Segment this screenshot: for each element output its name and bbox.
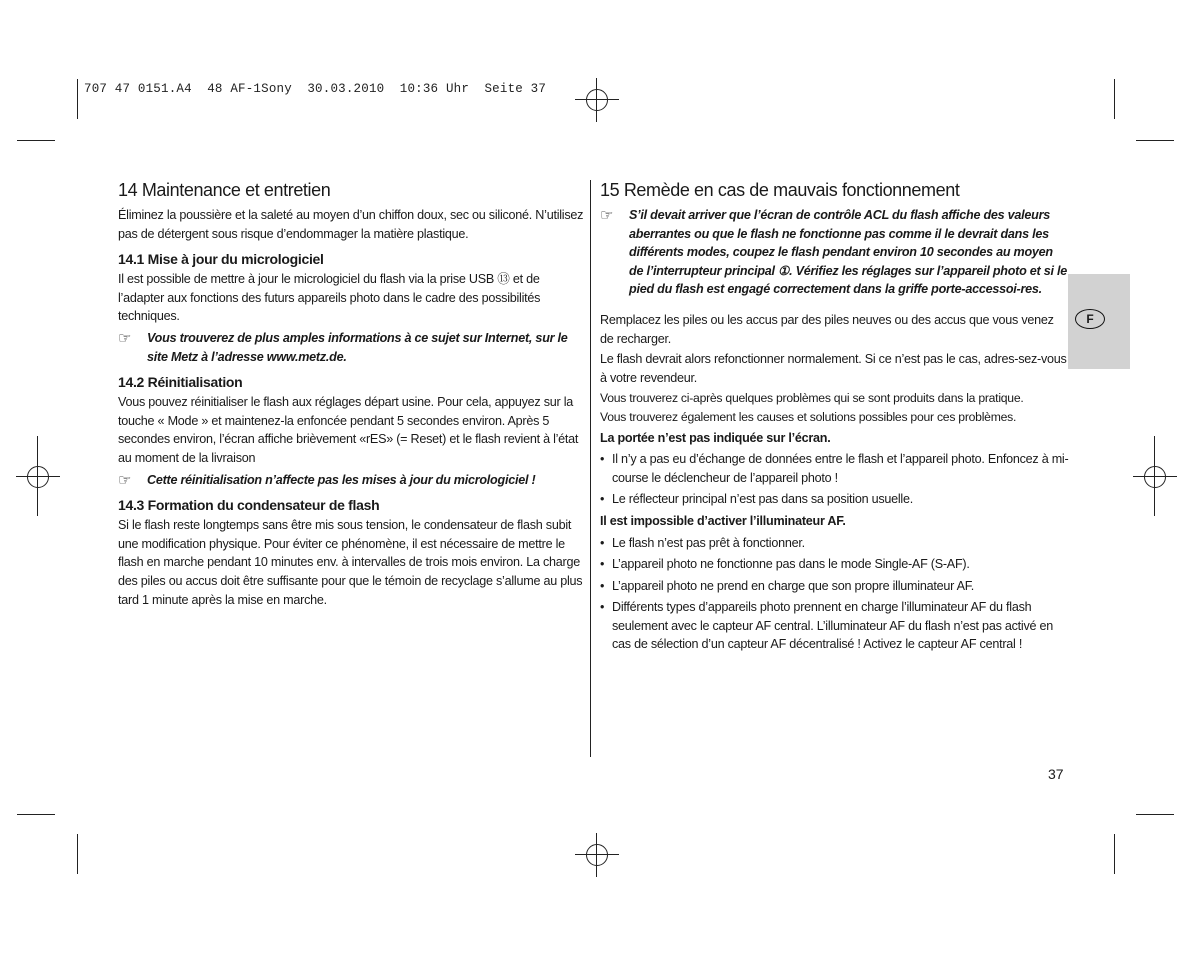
- crop-mark: [77, 79, 78, 119]
- crop-mark: [17, 814, 55, 815]
- firmware-text: Il est possible de mettre à jour le micrologiciel du flash via la prise USB ⑬ et de l’adapter aux fonctions des futurs appareils photo dans le cadre des possibilités techniques.: [118, 272, 541, 324]
- bullet: •: [600, 492, 605, 507]
- registration-mark-left: [16, 455, 60, 499]
- bullet: •: [600, 600, 605, 615]
- print-slug: 707 47 0151.A4 48 AF-1Sony 30.03.2010 10:36 Uhr Seite 37: [84, 82, 547, 96]
- problem-range-list: [600, 450, 1070, 509]
- registration-mark-right: [1133, 455, 1177, 499]
- subsection-title-reset: 14.2 Réinitialisation: [118, 374, 243, 391]
- bullet: •: [600, 557, 605, 572]
- crop-mark: [1114, 834, 1115, 874]
- crop-mark: [77, 834, 78, 874]
- registration-mark-bottom: [575, 833, 619, 877]
- left-column: [118, 178, 588, 611]
- problem-af-heading: Il est impossible d’activer l’illuminateur AF.: [600, 513, 846, 528]
- bullet: •: [600, 578, 605, 593]
- section-title-troubleshooting: 15 Remède en cas de mauvais fonctionnement: [600, 180, 960, 200]
- firmware-note-text: Vous trouverez de plus amples informations à ce sujet sur Internet, sur le site Metz à l’adresse www.metz.de.: [147, 330, 568, 364]
- crop-mark: [1114, 79, 1115, 119]
- list-item: • Le flash n’est pas prêt à fonctionner.: [600, 534, 1070, 553]
- subsection-title-capacitor: 14.3 Formation du condensateur de flash: [118, 497, 380, 514]
- firmware-note: [118, 329, 588, 366]
- pointing-hand-icon: ☞: [600, 207, 614, 224]
- bullet: •: [600, 535, 605, 550]
- problems-intro: Vous trouverez ci-après quelques problèmes qui se sont produits dans la pratique.: [600, 391, 1024, 406]
- right-column: [600, 178, 1070, 657]
- column-divider: [590, 180, 591, 757]
- page-number: 37: [1048, 766, 1064, 782]
- troubleshooting-note-text: S’il devait arriver que l’écran de contrôle ACL du flash affiche des valeurs aberrantes ou que le flash ne fonctionne pas comme il le devrait dans les différents modes, coupez le flash pendant environ 10 secondes au moyen de l’interrupteur principal ①. Vérifiez les réglages sur l’appareil photo et si le pied du flash est engagé correctement dans la griffe porte-accessoi-res.: [629, 208, 1067, 297]
- subsection-title-firmware: 14.1 Mise à jour du micrologiciel: [118, 251, 324, 268]
- list-item: • Différents types d’appareils photo prennent en charge l’illuminateur AF du flash seulement avec le capteur AF central. L’illuminateur AF du flash n’est pas activé en cas de sélection d’un capteur AF décentralisé ! Activez le capteur AF central !: [600, 598, 1070, 654]
- troubleshooting-note: [600, 206, 1070, 299]
- language-tab: [1068, 274, 1130, 369]
- crop-mark: [17, 140, 55, 141]
- list-item: • Il n’y a pas eu d’échange de données entre le flash et l’appareil photo. Enfoncez à mi-course le déclencheur de l’appareil photo !: [600, 450, 1070, 487]
- reset-note: [118, 471, 588, 490]
- list-item: • Le réflecteur principal n’est pas dans sa position usuelle.: [600, 490, 1070, 509]
- solutions-intro: Vous trouverez également les causes et solutions possibles pour ces problèmes.: [600, 409, 1017, 424]
- registration-mark-top: [575, 78, 619, 122]
- list-item: • L’appareil photo ne prend en charge que son propre illuminateur AF.: [600, 577, 1070, 596]
- problem-range-heading: La portée n’est pas indiquée sur l’écran.: [600, 430, 831, 445]
- bullet: •: [600, 452, 605, 467]
- pointing-hand-icon: ☞: [118, 329, 132, 347]
- pointing-hand-icon: ☞: [118, 471, 132, 489]
- list-item: • L’appareil photo ne fonctionne pas dans le mode Single-AF (S-AF).: [600, 555, 1070, 574]
- capacitor-text: Si le flash reste longtemps sans être mis sous tension, le condensateur de flash subit une modification physique. Pour éviter ce phénomène, il est nécessaire de mettre le flash en marche pendant 10 minutes env. à intervalles de trois mois environ. La charge des piles ou accus doit être suffisante pour que le témoin de recyclage s’allume au plus tard 1 minute après la mise en marche.: [118, 518, 583, 607]
- reset-note-text: Cette réinitialisation n’affecte pas les mises à jour du micrologiciel !: [147, 472, 536, 487]
- crop-mark: [1136, 140, 1174, 141]
- maintenance-intro: Éliminez la poussière et la saleté au moyen d’un chiffon doux, sec ou siliconé. N’utilisez pas de détergent sous risque d’endommager la matière plastique.: [118, 208, 584, 241]
- battery-paragraph: Remplacez les piles ou les accus par des piles neuves ou des accus que vous venez de recharger.: [600, 312, 1054, 346]
- problem-af-list: [600, 534, 1070, 655]
- language-tab-letter: F: [1075, 309, 1105, 329]
- section-title-maintenance: 14 Maintenance et entretien: [118, 180, 331, 200]
- reset-text: Vous pouvez réinitialiser le flash aux réglages départ usine. Pour cela, appuyez sur la touche « Mode » et maintenez-la enfoncée pendant 5 secondes environ. Après 5 secondes environ, l’écran affiche brièvement «rES» (= Reset) et le flash revient à l’état au moment de la livraison: [118, 395, 579, 465]
- dealer-paragraph: Le flash devrait alors refonctionner normalement. Si ce n’est pas le cas, adres-sez-vous à votre revendeur.: [600, 352, 1067, 385]
- crop-mark: [1136, 814, 1174, 815]
